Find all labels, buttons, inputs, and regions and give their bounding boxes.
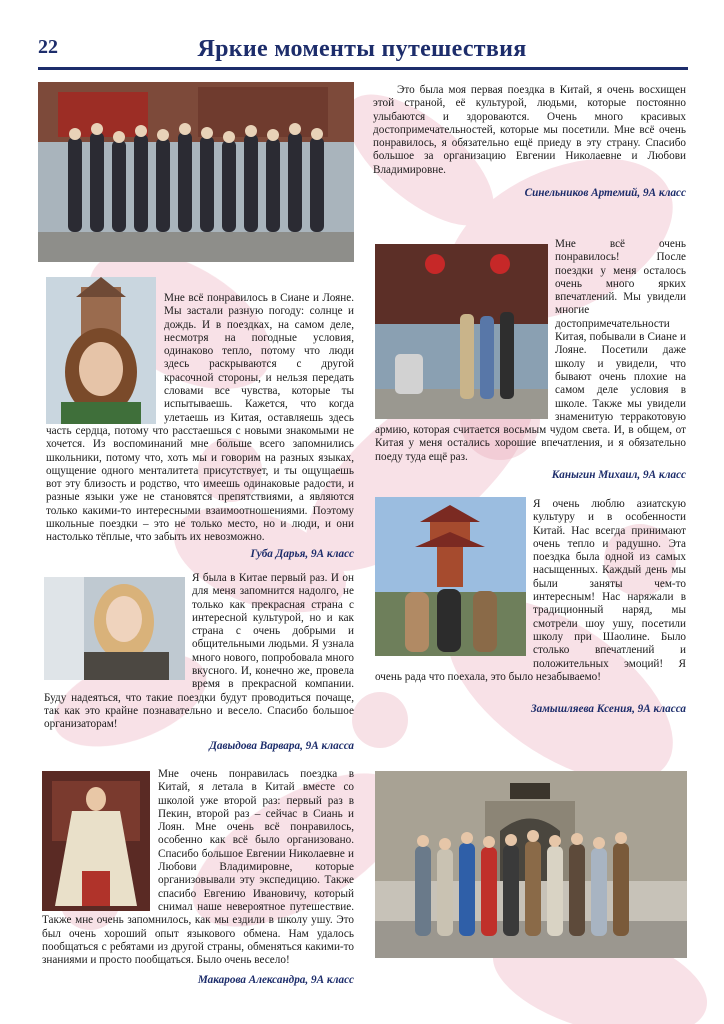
article-makarova-signature: Макарова Александра, 9А класс bbox=[197, 974, 354, 986]
group-photo-temple bbox=[38, 82, 354, 262]
article-zamyshlyaeva-text bbox=[375, 498, 686, 684]
group-photo-city-gate bbox=[375, 771, 687, 958]
article-guba-body: Мне всё понравилось в Сиане и Лояне. Мы застали разную погоду: солнце и дождь. И в поездках, на самом деле, несмотря на погодные условия, одинаково тепло, потому что люди здесь раскрываются с другой красочной стороны, и нельзя передать словами все чувства, которые ты испытываешь. Кажется, что когда улетаешь из Китая, оставляешь здесь часть сердца, потому что расстаешься с новыми знакомыми не хочется. Из воспоминаний мне больше всего запомнились школьники, потому что, хоть мы и говорим на разных языках, ощущение одного менталитета присутствует, и ты ощущаешь вот эту близость и родство, что имеешь одинаковые радости, и разные языки уже не становятся препятствиями, а являются только какими-то интересными взаимоотношениями. Поэтому школьные поездки – это не только место, но и люди, и они настолько тёплые, что забыть их невозможно. bbox=[46, 292, 354, 544]
article-zamyshlyaeva-signature: Замышляева Ксения, 9А класса bbox=[530, 703, 686, 715]
article-sinelnikov-signature: Синельников Артемий, 9А класс bbox=[524, 187, 686, 199]
article-guba-text bbox=[46, 292, 354, 545]
page-header bbox=[0, 0, 724, 75]
article-davydova-body: Я была в Китае первый раз. И он для меня запомнится надолго, не только как прекрасная страна с интересной культурой, но и как страна с очень добрыми и общительными людьми. Я узнала много нового, попробовала много вкусного. И, конечно же, провела время в прекрасной компании. Буду надеяться, что такие поездки будут проводиться почаще, так как это крайне познавательно и весело. Спасибо большое организаторам! bbox=[44, 572, 354, 731]
article-kanygin-text bbox=[375, 238, 686, 464]
article-guba-signature: Губа Дарья, 9А класс bbox=[250, 548, 354, 560]
article-davydova-signature: Давыдова Варвара, 9А класса bbox=[209, 740, 354, 752]
article-zamyshlyaeva-body: Я очень люблю азиатскую культуру и в особенности Китай. Нас всегда принимают очень тепло и радушно. Эта поездка была одной из самых насыщенных. Каждый день мы были заняты чем-то интересным! Нас наряжали в традиционный наряд, мы смотрели шоу ушу, посетили школу при Шаолине. Было столько впечатлений и положительных эмоций! Я очень рада что поехала, это было незабываемо! bbox=[375, 498, 686, 683]
article-kanygin-signature: Каныгин Михаил, 9А класс bbox=[551, 469, 686, 481]
page-title: Яркие моменты путешествия bbox=[197, 36, 527, 62]
article-davydova-text bbox=[44, 572, 354, 732]
article-makarova-body: Мне очень понравилась поездка в Китай, я летала в Китай вместе со школой уже второй раз: первый раз в Пекин, второй раз – сейчас в Сиань и Лоян. Мне очень всё понравилось, особенно как всё было организовано. Спасибо большое Евгении Николаевне и Любови Владимировне, которые организовывали эту экспедицию. Также спасибо Евгению Ивановичу, который снимал наше невероятное путешествие. Также мне очень запомнилось, как мы ездили в школу ушу. Это был очень хороший опыт языкового обмена. Нам удалось пообщаться с ребятами из другой страны, обменяться какими-то знаниями и просто пообщаться. Было очень весело! bbox=[42, 768, 354, 967]
header-divider bbox=[38, 67, 688, 70]
article-kanygin-body: Мне всё очень понравилось! После поездки у меня осталось очень много ярких впечатлений. Мы увидели многие достопримечательности Китая, побывали в Сиане и Лояне. Посетили даже школу и увидели, что бывают очень плохие на самом деле условия в школе. Также мы увидели знаменитую терракотовую армию, которая считается восьмым чудом света. И, в общем, от Китая у меня остались хорошие впечатления, и я обязательно поеду туда ещё раз. bbox=[375, 238, 686, 463]
article-sinelnikov-text: Это была моя первая поездка в Китай, я очень восхищен этой страной, её культурой, людьми, которые постоянно улыбаются и здороваются. Очень много красивых достопримечательностей, которые мы посетили. Мне всё очень понравилось, я обязательно ещё приеду в эту страну. Спасибо большое за организацию Евгении Николаевне и Любови Владимировне. bbox=[373, 84, 686, 176]
page-number: 22 bbox=[38, 36, 58, 58]
article-makarova-text bbox=[42, 768, 354, 967]
